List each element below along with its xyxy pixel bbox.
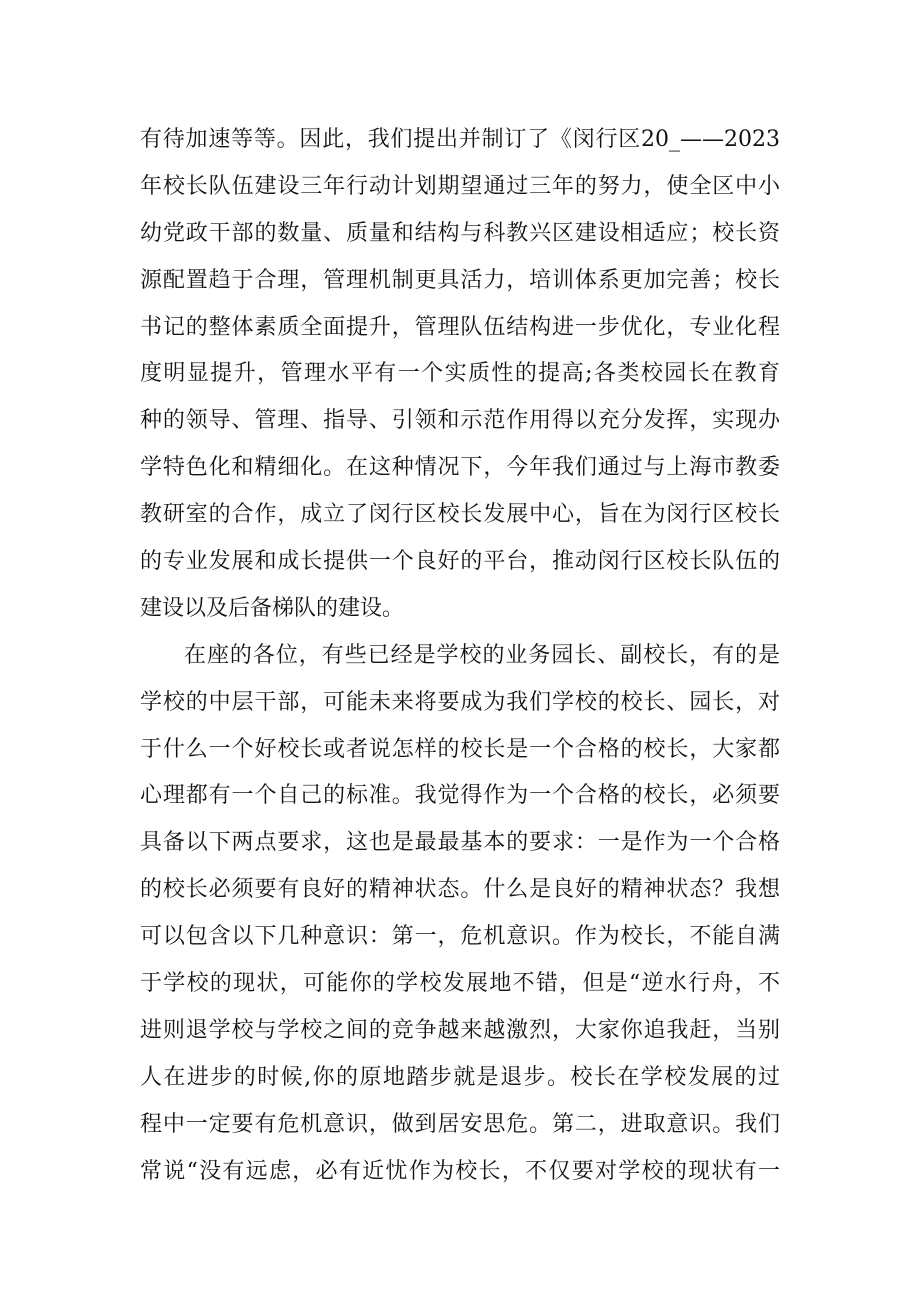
text-line: 幼党政干部的数量、质量和结构与科教兴区建设相适应；校长资 (140, 220, 780, 246)
text-line: 源配置趋于合理，管理机制更具活力，培训体系更加完善；校长 (140, 267, 780, 293)
text-line: 书记的整体素质全面提升，管理队伍结构进一步优化，专业化程 (140, 314, 780, 340)
text-line: 建设以及后备梯队的建设。 (140, 595, 405, 621)
text-line: 可以包含以下几种意识：第一，危机意识。作为校长，不能自满 (140, 924, 780, 950)
text-line: 于学校的现状，可能你的学校发展地不错，但是“逆水行舟，不 (140, 971, 780, 997)
text-line: 学校的中层干部，可能未来将要成为我们学校的校长、园长，对 (140, 689, 780, 715)
text-line: 心理都有一个自己的标准。我觉得作为一个合格的校长，必须要 (140, 783, 780, 809)
text-line: 程中一定要有危机意识，做到居安思危。第二，进取意识。我们 (140, 1111, 780, 1137)
text-line: 度明显提升，管理水平有一个实质性的提高;各类校园长在教育 (140, 361, 780, 387)
text-line: 的专业发展和成长提供一个良好的平台，推动闵行区校长队伍的 (140, 549, 780, 575)
text-line: 种的领导、管理、指导、引领和示范作用得以充分发挥，实现办 (140, 408, 780, 434)
text-line: 的校长必须要有良好的精神状态。什么是良好的精神状态？我想 (140, 877, 780, 903)
text-line: 有待加速等等。因此，我们提出并制订了《闵行区20_——2023 (140, 127, 780, 152)
text-line: 常说“没有远虑，必有近忧作为校长，不仅要对学校的现状有一 (140, 1158, 780, 1184)
paragraph-1 (140, 117, 780, 633)
text-line: 在座的各位，有些已经是学校的业务园长、副校长，有的是 (184, 642, 780, 668)
text-line: 教研室的合作，成立了闵行区校长发展中心，旨在为闵行区校长 (140, 502, 780, 528)
text-line: 人在进步的时候,你的原地踏步就是退步。校长在学校发展的过 (140, 1064, 780, 1090)
text-line: 具备以下两点要求，这也是最最基本的要求：一是作为一个合格 (140, 830, 780, 856)
text-line: 于什么一个好校长或者说怎样的校长是一个合格的校长，大家都 (140, 736, 780, 762)
text-line: 学特色化和精细化。在这种情况下，今年我们通过与上海市教委 (140, 455, 780, 481)
text-line: 进则退学校与学校之间的竞争越来越激烈，大家你追我赶，当别 (140, 1017, 780, 1043)
paragraph-2 (140, 633, 780, 1196)
document-body (140, 117, 780, 1195)
text-line: 年校长队伍建设三年行动计划期望通过三年的努力，使全区中小 (140, 173, 780, 199)
